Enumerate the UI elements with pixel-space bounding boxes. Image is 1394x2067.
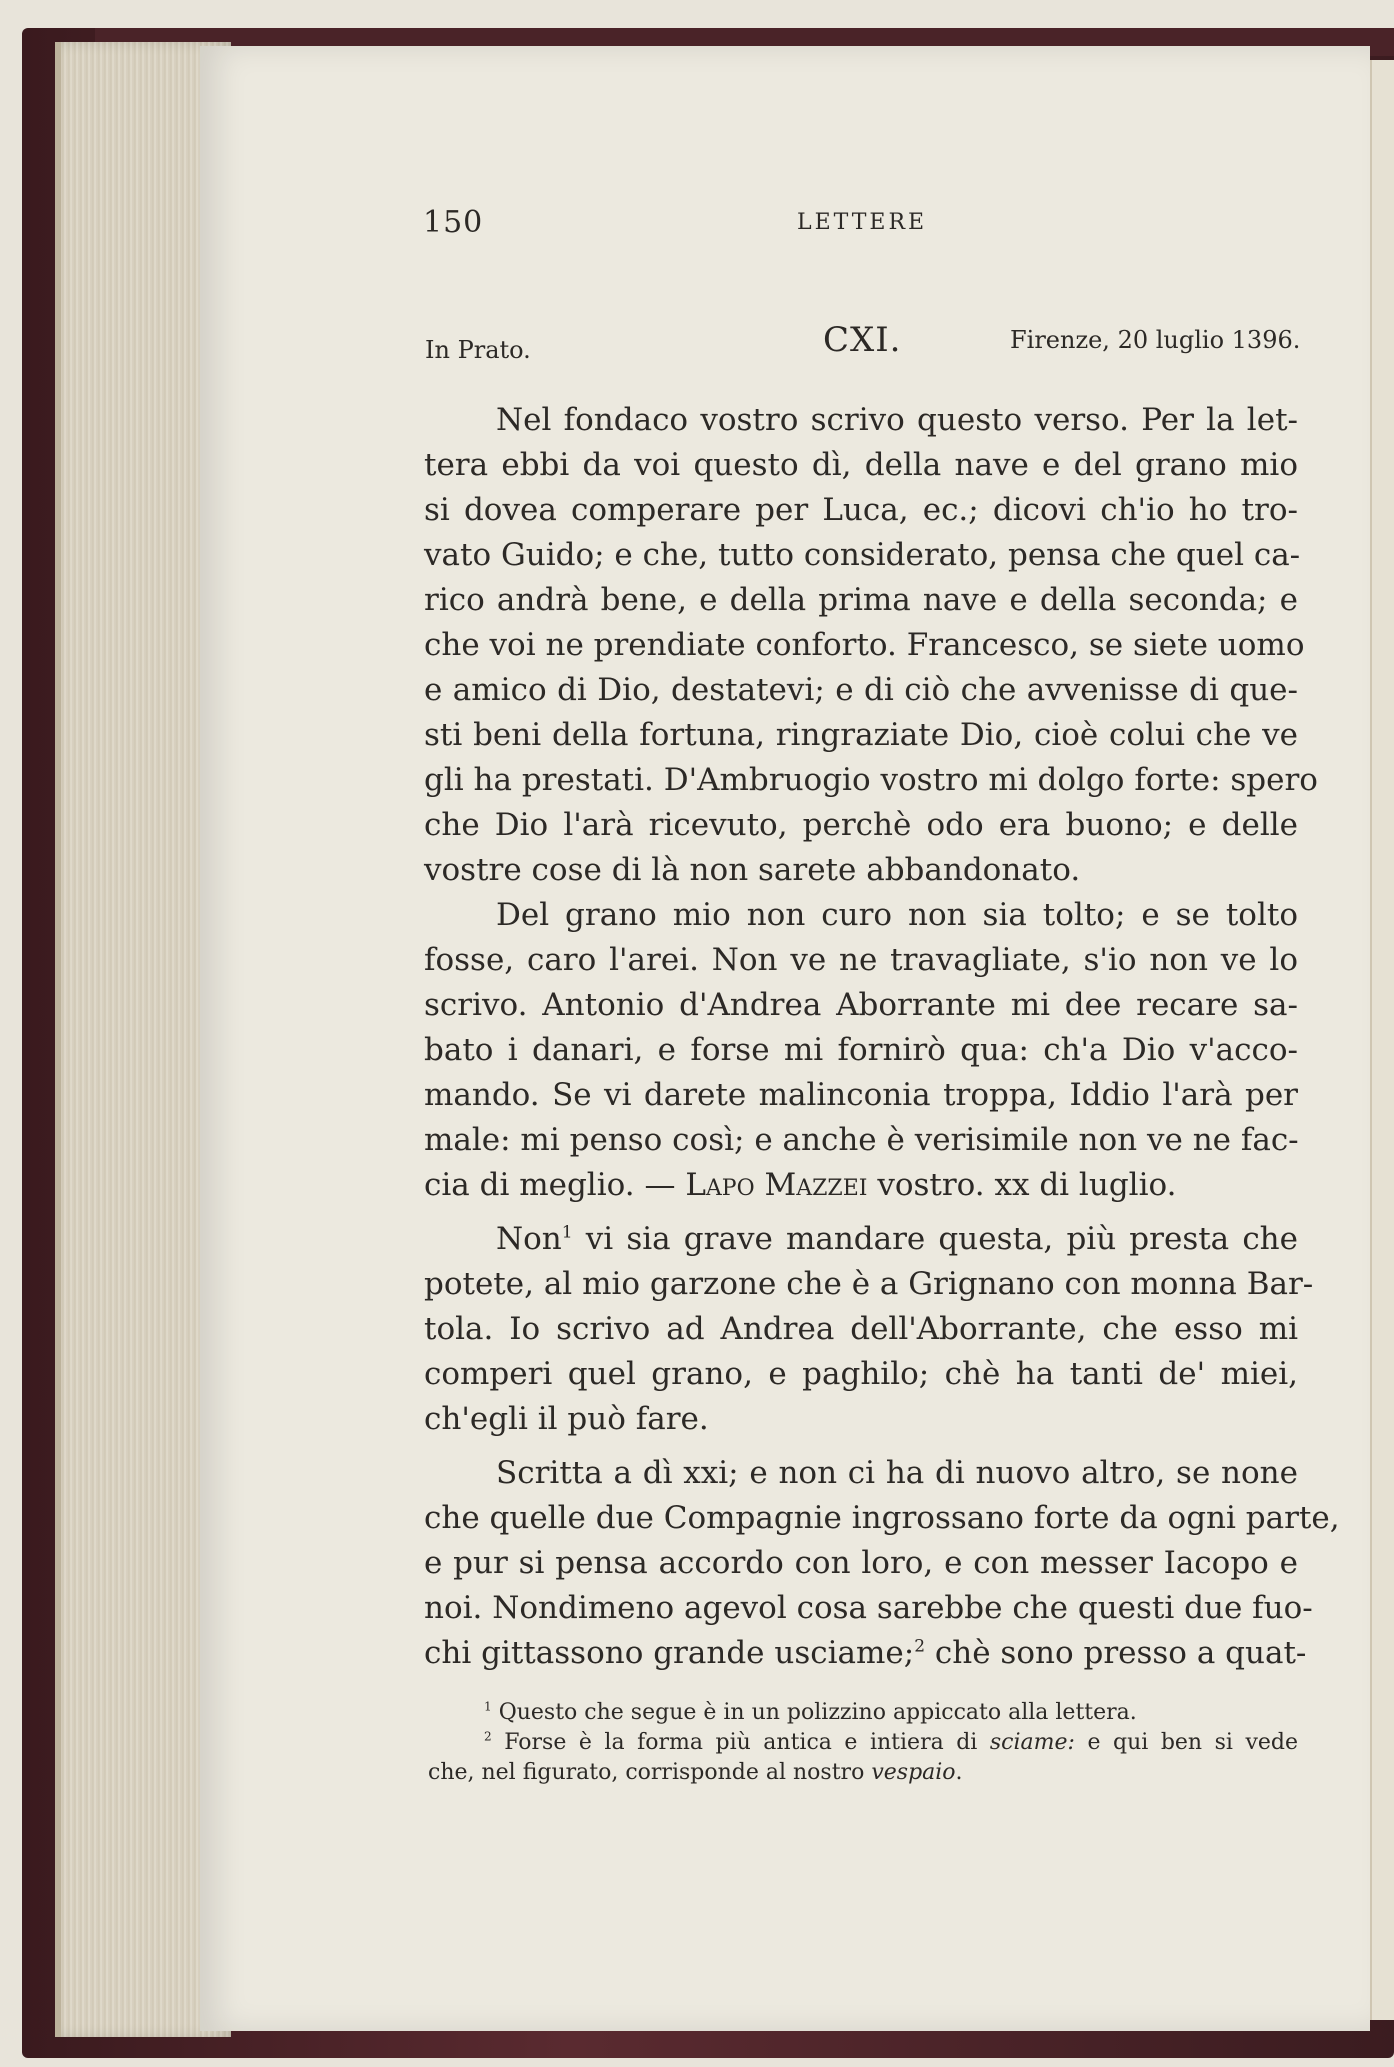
footnote-1: [428, 1698, 1298, 1728]
letter-dateline: Firenze, 20 luglio 1396.: [1010, 326, 1301, 354]
footnote-mark: 1: [484, 1699, 492, 1714]
text-line: [424, 1631, 1307, 1676]
text-line: scrivo. Antonio d'Andrea Aborrante mi dee recare sa-: [424, 987, 1298, 1023]
text-line: vostre cose di là non sarete abbandonato.: [424, 852, 1081, 888]
text-line: mando. Se vi darete malinconia troppa, Iddio l'arà per: [424, 1077, 1298, 1113]
paragraph-3: [424, 1217, 1314, 1442]
text-line: che quelle due Compagnie ingrossano forte da ogni parte,: [424, 1500, 1340, 1536]
text-line: tola. Io scrivo ad Andrea dell'Aborrante, che esso mi: [424, 1311, 1298, 1347]
footnote-text: Forse è la forma più antica e intiera di: [504, 1730, 978, 1755]
text-fragment: chi gittassono grande usciame;: [424, 1635, 915, 1671]
text-line: bato i danari, e forse mi fornirò qua: ch'a Dio v'acco-: [424, 1032, 1298, 1068]
text-fragment: chè sono presso a quat-: [934, 1635, 1307, 1671]
text-line: potete, al mio garzone che è a Grignano con monna Bar-: [424, 1266, 1314, 1302]
footnotes: [428, 1698, 1298, 1788]
letter-number: CXI.: [823, 320, 902, 360]
text-line: e pur si pensa accordo con loro, e con messer Iacopo e: [424, 1545, 1298, 1581]
text-line: male: mi penso così; e anche è verisimile non ve ne fac-: [424, 1122, 1299, 1158]
letter-body: [424, 398, 1340, 1676]
text-line: Del grano mio non curo non sia tolto; e se tolto: [496, 897, 1298, 933]
text-line: Scritta a dì xxi; e non ci ha di nuovo altro, se none: [496, 1455, 1298, 1491]
text-line: fosse, caro l'arei. Non ve ne travagliate, s'io non ve lo: [424, 942, 1298, 978]
facing-page-edge: [1370, 60, 1394, 2020]
text-line: e amico di Dio, destatevi; e di ciò che avvenisse di que-: [424, 672, 1298, 708]
footnote-text: Questo che segue è in un polizzino appiccato alla lettera.: [498, 1700, 1137, 1725]
footnote-text: .: [955, 1760, 963, 1785]
signature: Lapo Mazzei: [685, 1167, 868, 1203]
closing-date: vostro. xx di luglio.: [877, 1167, 1177, 1203]
text-line: sti beni della fortuna, ringraziate Dio, cioè colui che ve: [424, 717, 1298, 753]
paragraph-1: [424, 398, 1318, 893]
text-line: si dovea comperare per Luca, ec.; dicovi ch'io ho tro-: [424, 492, 1298, 528]
footnote-text: e qui ben si vede: [1087, 1730, 1299, 1755]
text-line: [424, 1217, 1298, 1262]
page-number: 150: [423, 205, 484, 240]
footnote-italic: sciame:: [989, 1730, 1075, 1755]
text-line: [424, 1163, 1298, 1208]
footnote-ref-1: 1: [561, 1222, 573, 1243]
paragraph-2: [424, 893, 1298, 1208]
text-line: gli ha prestati. D'Ambruogio vostro mi dolgo forte: spero: [424, 762, 1318, 798]
footnote-italic: vespaio: [871, 1760, 956, 1785]
text-fragment: cia di meglio. —: [424, 1167, 676, 1203]
text-fragment: Non: [496, 1221, 562, 1257]
text-line: che voi ne prendiate conforto. Francesco, se siete uomo: [424, 627, 1305, 663]
text-line: che Dio l'arà ricevuto, perchè odo era buono; e delle: [424, 807, 1298, 843]
text-line: tera ebbi da voi questo dì, della nave e del grano mio: [424, 447, 1298, 483]
running-title: LETTERE: [797, 210, 928, 235]
text-line: ch'egli il può fare.: [424, 1401, 709, 1437]
text-line: vato Guido; e che, tutto considerato, pensa che quel ca-: [424, 537, 1301, 573]
footnote-2: [428, 1728, 1298, 1758]
footnote-mark: 2: [484, 1729, 492, 1744]
text-line: rico andrà bene, e della prima nave e della seconda; e: [424, 582, 1298, 618]
footnote-text: che, nel figurato, corrisponde al nostro: [428, 1760, 865, 1785]
text-fragment: vi sia grave mandare questa, più presta che: [585, 1221, 1298, 1257]
text-line: comperi quel grano, e paghilo; chè ha tanti de' miei,: [424, 1356, 1298, 1392]
text-line: noi. Nondimeno agevol cosa sarebbe che questi due fuo-: [424, 1590, 1313, 1626]
footnote-ref-2: 2: [914, 1636, 926, 1657]
footnote-2-continued: [428, 1758, 1298, 1788]
letter-recipient-place: In Prato.: [425, 336, 531, 364]
text-line: Nel fondaco vostro scrivo questo verso. Per la let-: [496, 402, 1298, 438]
paragraph-4: [424, 1451, 1340, 1676]
